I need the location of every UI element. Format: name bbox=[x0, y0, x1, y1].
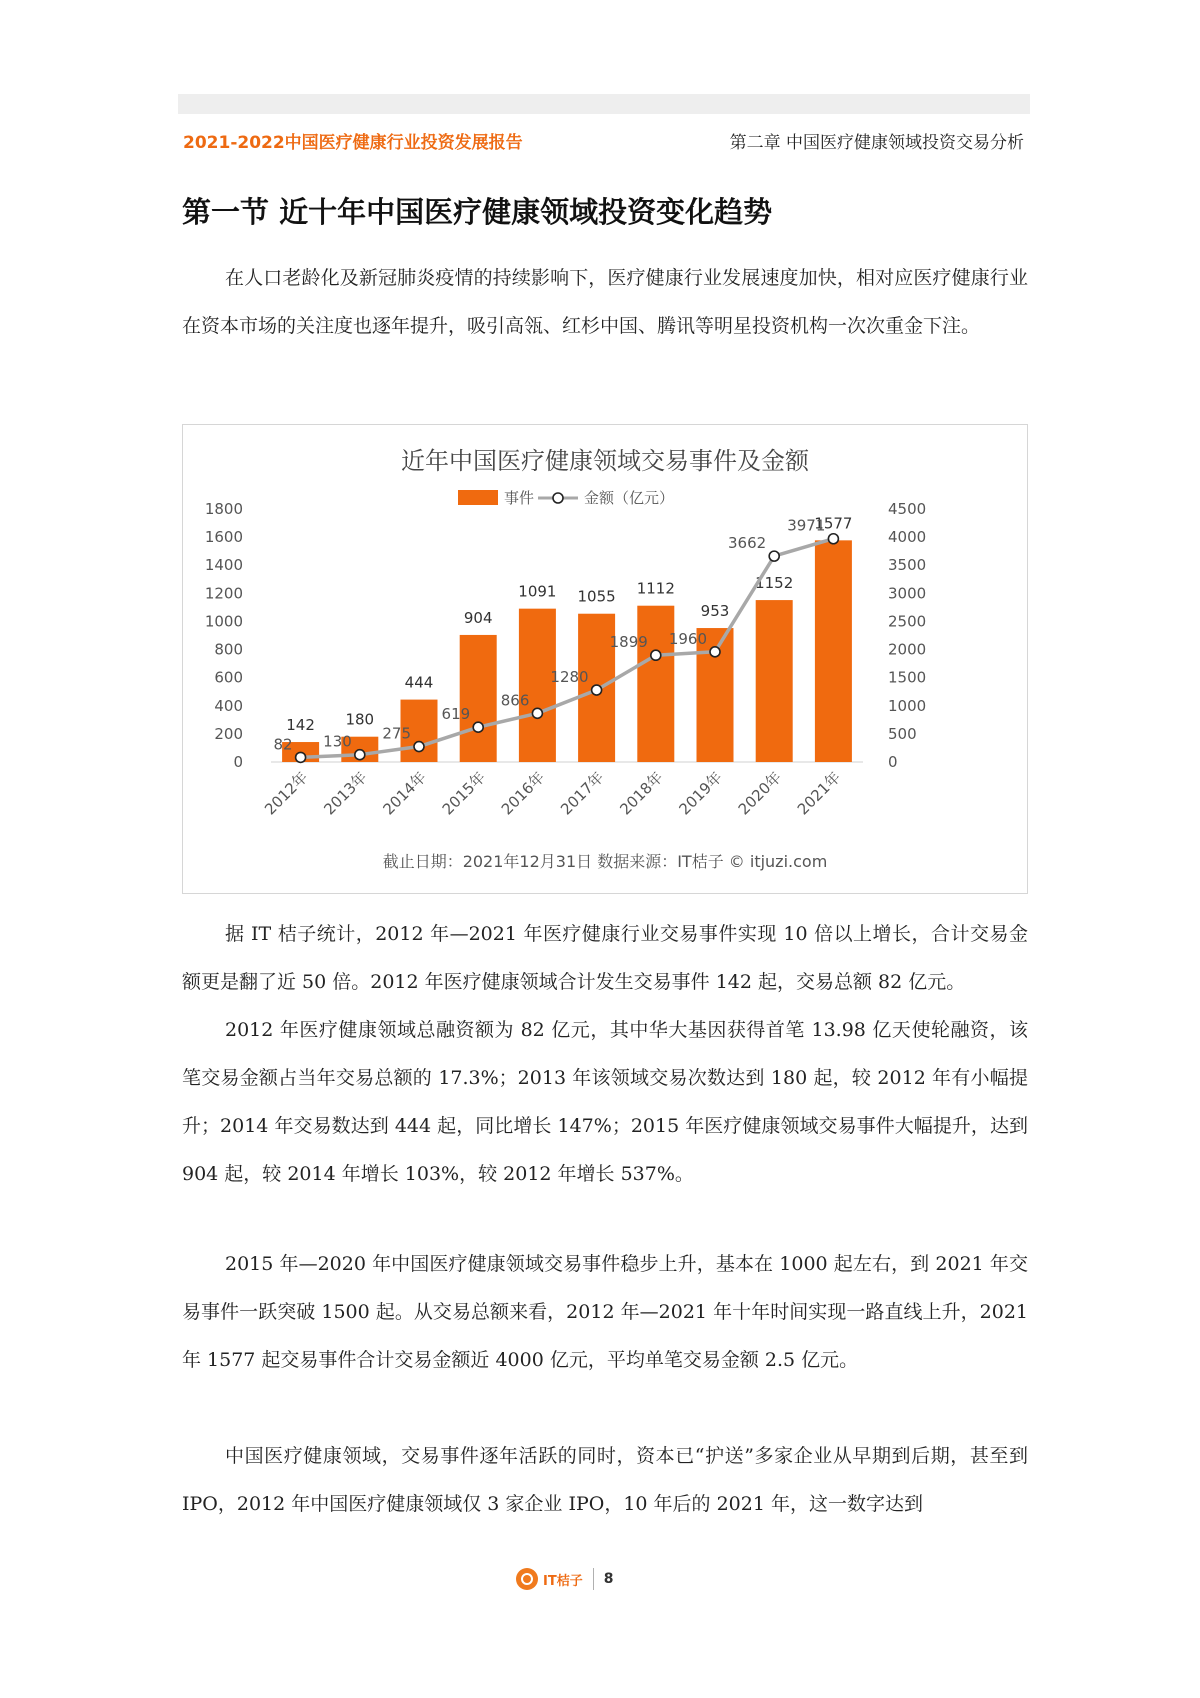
x-axis-label: 2020年 bbox=[734, 768, 786, 819]
bar-value-label: 1577 bbox=[814, 514, 853, 533]
amount-value-label: 866 bbox=[500, 691, 530, 710]
right-axis-tick: 1500 bbox=[888, 668, 927, 687]
paragraph-intro: 在人口老龄化及新冠肺炎疫情的持续影响下，医疗健康行业发展速度加快，相对应医疗健康行业在资本市场的关注度也逐年提升，吸引高瓴、红杉中国、腾讯等明星投资机构一次次重金下注。 bbox=[182, 267, 1028, 337]
left-axis-tick: 600 bbox=[214, 668, 243, 687]
amount-point-2015年 bbox=[473, 722, 483, 732]
bar-value-label: 1055 bbox=[577, 587, 616, 606]
legend-line-marker bbox=[553, 493, 563, 503]
bar-2020年 bbox=[756, 600, 793, 762]
right-axis-tick: 4500 bbox=[888, 500, 927, 518]
left-axis-tick: 1000 bbox=[204, 612, 243, 631]
left-axis-tick: 1800 bbox=[204, 500, 243, 518]
amount-line bbox=[301, 539, 834, 758]
left-axis-tick: 1400 bbox=[204, 556, 243, 575]
bar-value-label: 953 bbox=[700, 602, 730, 621]
bar-value-label: 1091 bbox=[518, 582, 557, 601]
x-axis-label: 2012年 bbox=[261, 768, 312, 819]
x-axis-label: 2015年 bbox=[438, 768, 490, 819]
logo-text: IT桔子 bbox=[543, 1573, 583, 1589]
right-axis-tick: 3000 bbox=[888, 584, 927, 603]
header-band bbox=[178, 94, 1030, 114]
chapter-title: 第二章 中国医疗健康领域投资交易分析 bbox=[729, 133, 1024, 153]
x-axis-label: 2019年 bbox=[675, 768, 726, 819]
paragraph-2012-2015: 2012 年医疗健康领域总融资额为 82 亿元，其中华大基因获得首笔 13.98 亿天使轮融资，该笔交易金额占当年交易总额的 17.3%；2013 年该领域交易次数达到 180 起，较 2012 年有小幅提升；2014 年交易数达到 444 起，同比增长 147%；2015 年医疗健康领域交易事件大幅提升，达到 904 起，较 2014 年增长 103%，较 2012 年增长 537%。 bbox=[182, 1019, 1028, 1185]
amount-point-2019年 bbox=[710, 647, 720, 657]
legend-bar-swatch bbox=[458, 490, 498, 505]
orange-logo-icon bbox=[516, 1568, 538, 1590]
x-axis-label: 2013年 bbox=[320, 768, 371, 819]
amount-value-label: 3971 bbox=[787, 516, 826, 535]
footer-divider bbox=[593, 1568, 594, 1590]
bar-value-label: 142 bbox=[286, 716, 315, 735]
chart-panel bbox=[182, 424, 1028, 894]
right-axis-tick: 2000 bbox=[888, 640, 927, 659]
left-axis-tick: 400 bbox=[214, 696, 243, 715]
amount-value-label: 619 bbox=[441, 705, 471, 724]
amount-value-label: 3662 bbox=[728, 534, 767, 553]
amount-value-label: 1960 bbox=[668, 629, 707, 648]
bar-2015年 bbox=[460, 635, 497, 762]
amount-value-label: 130 bbox=[323, 732, 352, 751]
itjuzi-logo bbox=[516, 1568, 583, 1590]
right-axis-tick: 0 bbox=[888, 753, 898, 771]
amount-value-label: 1280 bbox=[550, 668, 589, 687]
chart-title: 近年中国医疗健康领域交易事件及金额 bbox=[401, 447, 809, 475]
amount-value-label: 1899 bbox=[609, 633, 648, 652]
right-axis-tick: 2500 bbox=[888, 612, 927, 631]
left-axis-tick: 0 bbox=[233, 753, 243, 771]
legend-bar-label: 事件 bbox=[504, 489, 535, 507]
amount-point-2021年 bbox=[828, 534, 838, 544]
section-title: 第一节 近十年中国医疗健康领域投资变化趋势 bbox=[182, 195, 773, 229]
x-axis-label: 2018年 bbox=[616, 768, 667, 819]
x-axis-label: 2016年 bbox=[497, 768, 549, 819]
bar-2021年 bbox=[815, 540, 852, 762]
amount-point-2013年 bbox=[355, 750, 365, 760]
right-axis-tick: 3500 bbox=[888, 556, 927, 575]
x-axis-label: 2017年 bbox=[557, 768, 608, 819]
left-axis-tick: 1200 bbox=[204, 584, 243, 603]
paragraph-summary: 据 IT 桔子统计，2012 年—2021 年医疗健康行业交易事件实现 10 倍以上增长，合计交易金额更是翻了近 50 倍。2012 年医疗健康领域合计发生交易事件 142 起，交易总额 82 亿元。 bbox=[182, 923, 1028, 993]
amount-point-2020年 bbox=[769, 551, 779, 561]
amount-point-2017年 bbox=[592, 685, 602, 695]
legend-line-label: 金额（亿元） bbox=[584, 489, 675, 507]
right-axis-tick: 1000 bbox=[888, 696, 927, 715]
left-axis-tick: 800 bbox=[214, 640, 243, 659]
page-number: 8 bbox=[603, 1571, 614, 1587]
left-axis-tick: 200 bbox=[214, 724, 243, 743]
amount-point-2012年 bbox=[296, 752, 306, 762]
bar-value-label: 1152 bbox=[755, 574, 794, 593]
right-axis-tick: 4000 bbox=[888, 528, 927, 547]
chart-source-note: 截止日期：2021年12月31日 数据来源：IT桔子 © itjuzi.com bbox=[382, 852, 828, 871]
x-axis-label: 2021年 bbox=[793, 768, 845, 819]
left-axis-tick: 1600 bbox=[204, 528, 243, 547]
right-axis-tick: 500 bbox=[888, 724, 917, 743]
bar-value-label: 1112 bbox=[636, 579, 675, 598]
bar-value-label: 904 bbox=[463, 608, 493, 627]
report-title: 2021-2022中国医疗健康行业投资发展报告 bbox=[183, 133, 523, 153]
amount-point-2014年 bbox=[414, 742, 424, 752]
bar-value-label: 444 bbox=[404, 673, 434, 692]
paragraph-2015-2021: 2015 年—2020 年中国医疗健康领域交易事件稳步上升，基本在 1000 起左右，到 2021 年交易事件一跃突破 1500 起。从交易总额来看，2012 年—2021 年十年时间实现一路直线上升，2021 年 1577 起交易事件合计交易金额近 4000 亿元，平均单笔交易金额 2.5 亿元。 bbox=[182, 1253, 1028, 1371]
paragraph-ipo: 中国医疗健康领域，交易事件逐年活跃的同时，资本已“护送”多家企业从早期到后期，甚至到 IPO，2012 年中国医疗健康领域仅 3 家企业 IPO，10 年后的 2021 年，这一数字达到 bbox=[182, 1445, 1028, 1515]
amount-point-2018年 bbox=[651, 650, 661, 660]
amount-value-label: 82 bbox=[273, 735, 293, 754]
bar-value-label: 180 bbox=[345, 710, 375, 729]
page-footer bbox=[516, 1568, 613, 1590]
amount-value-label: 275 bbox=[382, 724, 411, 743]
x-axis-label: 2014年 bbox=[379, 768, 430, 819]
amount-point-2016年 bbox=[532, 708, 542, 718]
events-amount-chart bbox=[183, 425, 1027, 893]
